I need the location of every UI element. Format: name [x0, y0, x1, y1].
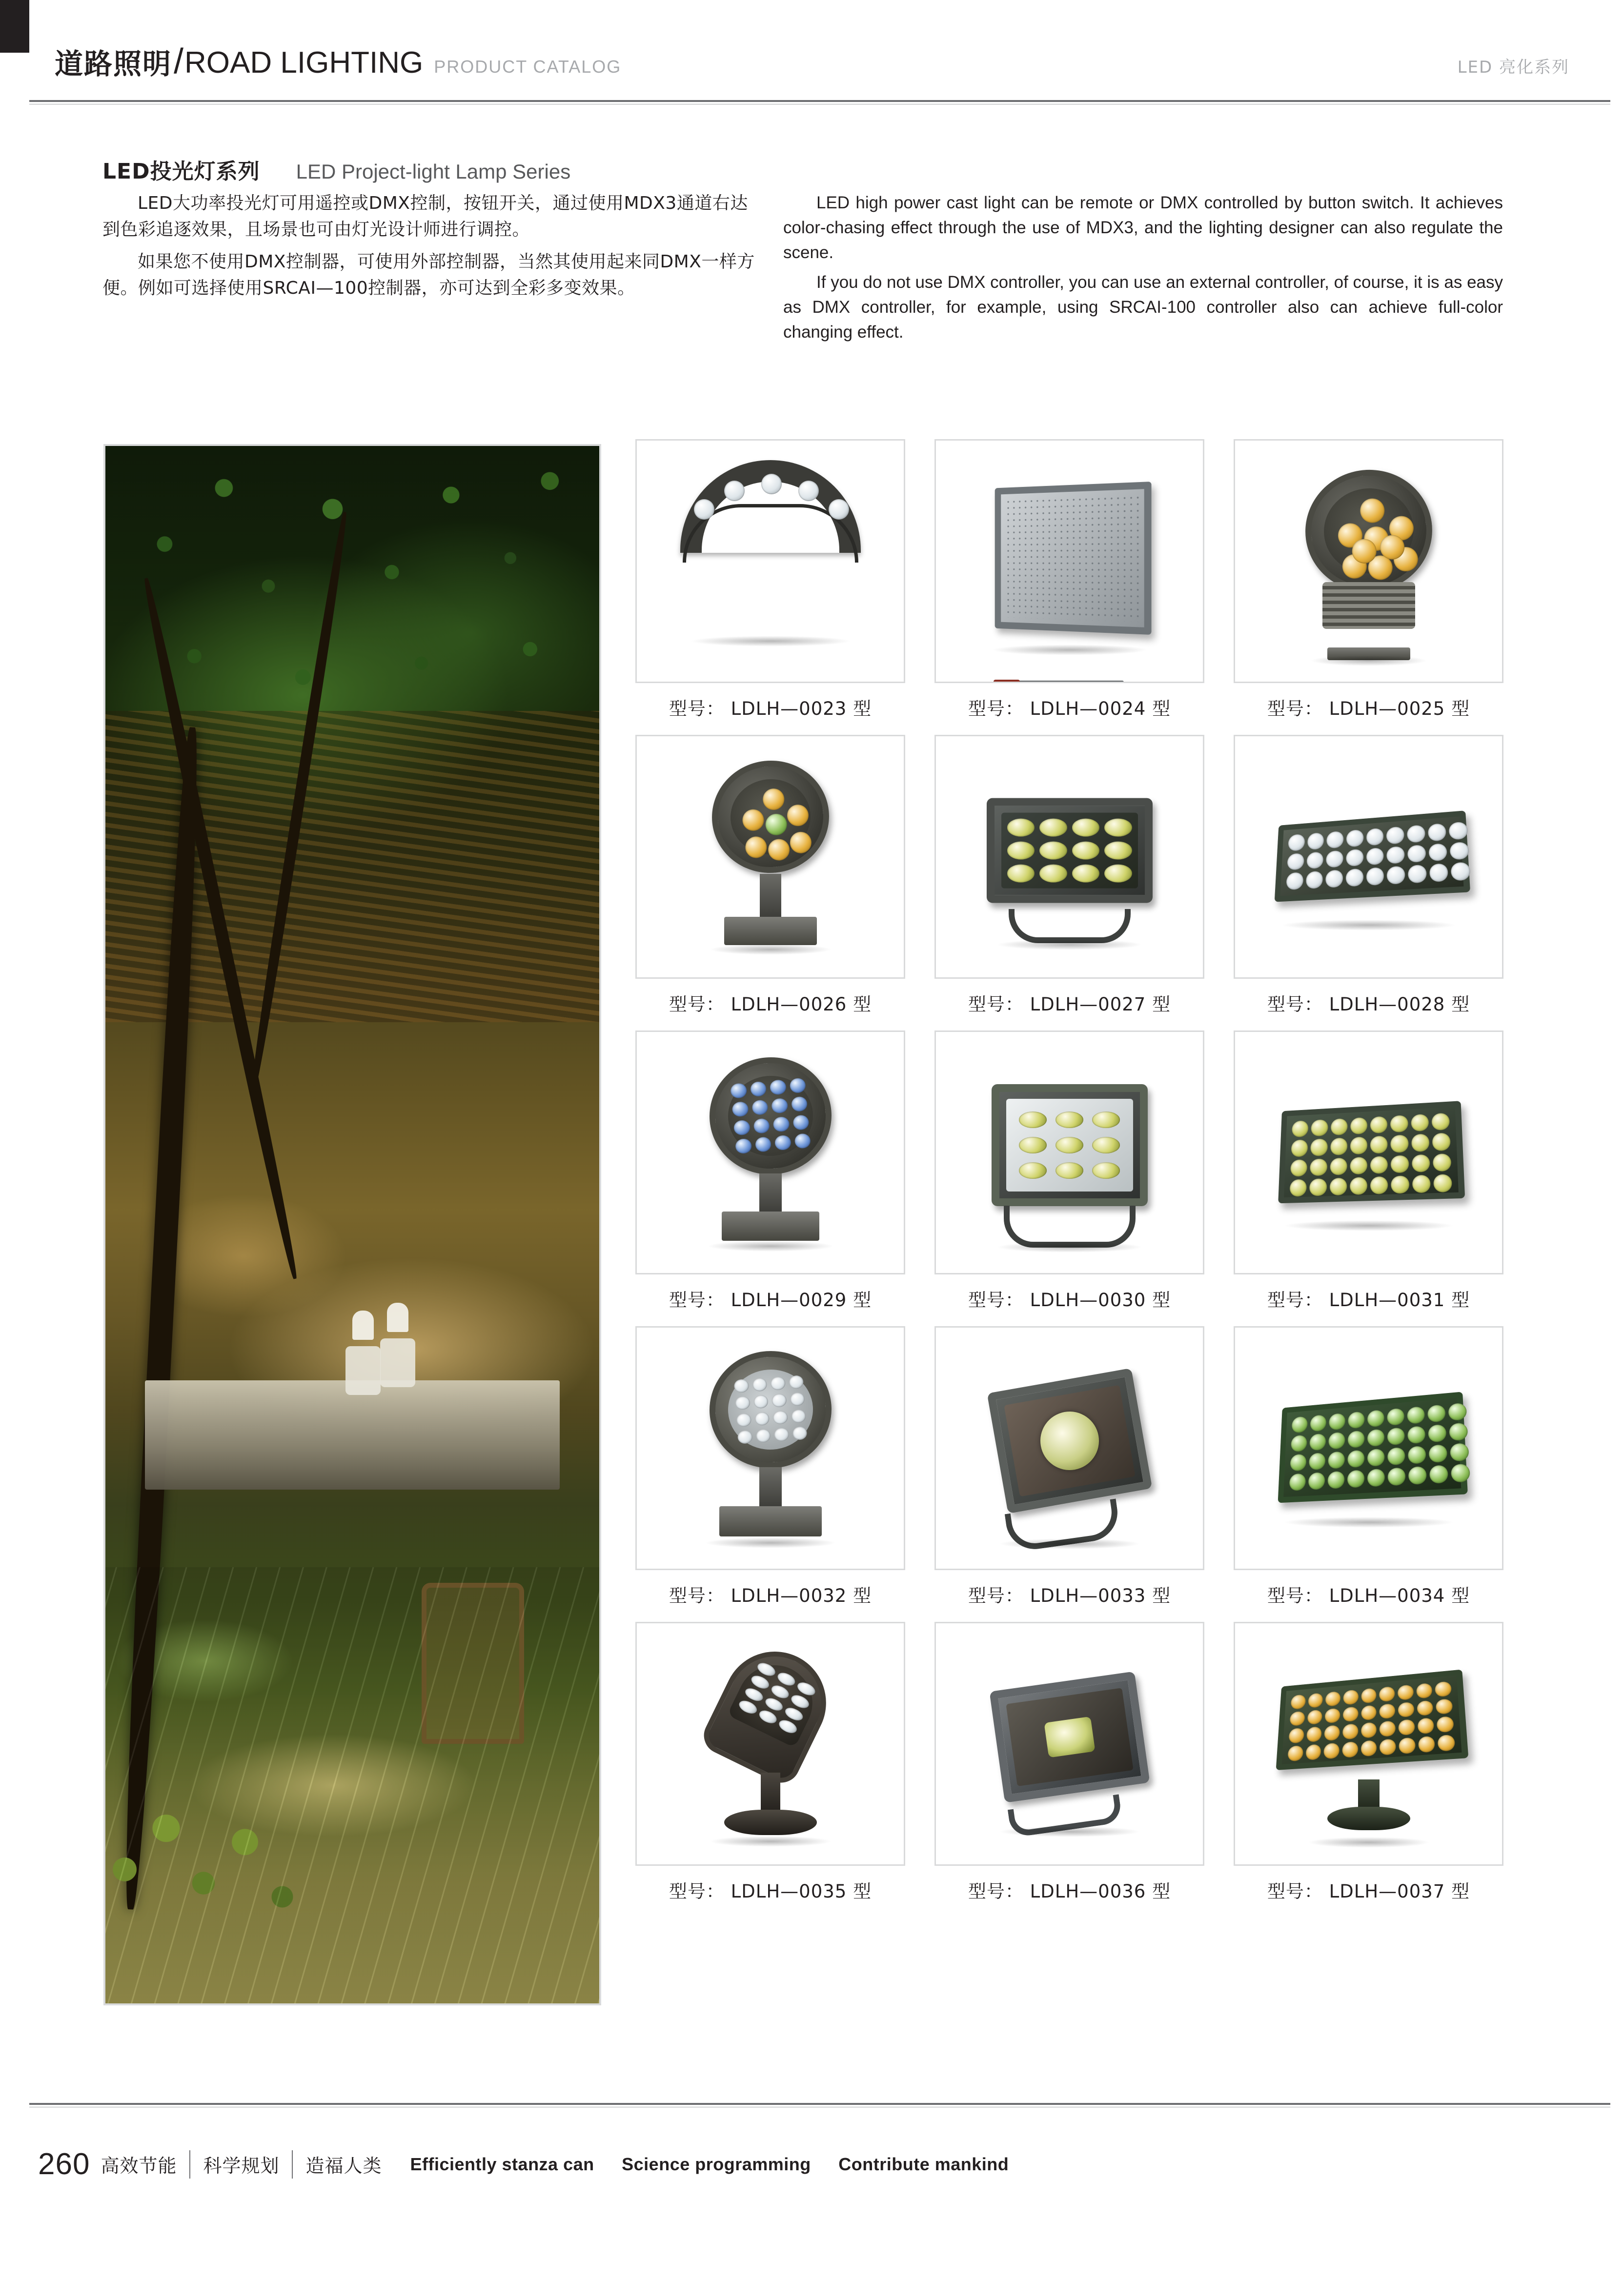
green-36led-wall-washer-icon	[1278, 1392, 1467, 1503]
bar-32led-wall-washer-icon	[1278, 1101, 1465, 1203]
product-model: LDLH—0036	[1030, 1881, 1146, 1902]
lamp-base	[1327, 1807, 1410, 1830]
photo-deck-floor	[105, 1567, 599, 2003]
product-shadow	[1283, 1220, 1454, 1231]
panel-led-matrix	[1005, 494, 1139, 622]
product-image-box[interactable]	[934, 1622, 1204, 1866]
product-caption-prefix: 型号：	[968, 1585, 1024, 1606]
lamp-face	[1318, 483, 1419, 579]
product-caption-prefix: 型号：	[669, 1881, 725, 1902]
product-image-box[interactable]	[934, 1326, 1204, 1570]
product-caption-suffix: 型	[1451, 994, 1470, 1015]
product-cell[interactable]	[621, 439, 920, 735]
product-cell[interactable]	[621, 1622, 920, 1918]
product-caption-suffix: 型	[853, 698, 872, 719]
product-model: LDLH—0025	[1329, 698, 1445, 719]
lamp-led-array	[1019, 1111, 1120, 1179]
product-caption	[920, 979, 1219, 1030]
product-image-box[interactable]	[1234, 439, 1503, 683]
lamp-stem	[761, 1773, 780, 1815]
lamp-base	[724, 1810, 817, 1835]
product-caption-prefix: 型号：	[1267, 1290, 1323, 1311]
page-header	[0, 0, 1624, 105]
product-caption-suffix: 型	[1152, 698, 1171, 719]
product-model: LDLH—0037	[1329, 1881, 1445, 1902]
product-model: LDLH—0026	[731, 994, 847, 1015]
scene-photo-frame	[103, 444, 601, 2005]
flat-panel-flood-lamp-icon	[995, 482, 1151, 635]
product-caption-prefix: 型号：	[1267, 698, 1323, 719]
product-shadow	[705, 1537, 836, 1548]
product-cell[interactable]	[621, 1030, 920, 1326]
product-image-box[interactable]	[635, 439, 905, 683]
slim-cob-flood-lamp-icon	[989, 1671, 1150, 1803]
product-model: LDLH—0030	[1030, 1290, 1146, 1311]
product-shadow	[996, 1242, 1143, 1252]
product-cell[interactable]	[920, 735, 1219, 1030]
product-caption-prefix: 型号：	[669, 994, 725, 1015]
section-title-cn: LED投光灯系列	[102, 159, 260, 184]
lamp-stem	[759, 1173, 782, 1215]
product-shadow	[1283, 1517, 1454, 1528]
lamp-face	[725, 1367, 815, 1453]
lamp-yoke-bracket	[1009, 909, 1131, 943]
product-shadow	[707, 1241, 834, 1252]
intro-en-paragraph-1: LED high power cast light can be remote or DMX controlled by button switch. It achieves color-chasing effect through the use of MDX3, and the lighting designer can also regulate the scene.	[783, 193, 1503, 263]
product-caption	[1219, 1866, 1518, 1918]
product-model: LDLH—0031	[1329, 1290, 1445, 1311]
ground-spike-spot-lamp-icon	[697, 1635, 843, 1789]
photo-buffet-counter	[145, 1380, 560, 1489]
product-caption-suffix: 型	[1152, 1881, 1171, 1902]
product-caption	[920, 1274, 1219, 1326]
product-shadow	[999, 1538, 1140, 1549]
product-cell[interactable]	[1219, 1030, 1518, 1326]
single-lens-flood-lamp-icon	[987, 1368, 1152, 1514]
product-model: LDLH—0033	[1030, 1585, 1146, 1606]
product-shadow	[1281, 920, 1457, 930]
lamp-led-array	[1287, 1681, 1455, 1758]
product-image-box[interactable]	[635, 1030, 905, 1274]
footer-divider	[29, 2103, 1610, 2105]
product-image-box[interactable]	[635, 735, 905, 979]
intro-cn-paragraph-2: 如果您不使用DMX控制器，可使用外部控制器，当然其使用起来同DMX一样方便。例如可选择使用SRCAI—100控制器，亦可达到全彩多变效果。	[102, 252, 755, 298]
product-shadow	[996, 939, 1143, 950]
product-cell[interactable]	[1219, 1622, 1518, 1918]
lamp-cob-module	[1044, 1717, 1095, 1758]
arc-bar-lamp-leds	[690, 470, 851, 514]
lamp-led-array	[730, 1078, 811, 1154]
product-caption-suffix: 型	[853, 1881, 872, 1902]
product-caption-suffix: 型	[1152, 994, 1171, 1015]
brand-lockup	[55, 42, 622, 81]
header-divider	[29, 100, 1610, 102]
product-shadow	[992, 645, 1148, 655]
product-image-box[interactable]	[934, 735, 1204, 979]
brand-slash: /	[174, 42, 184, 81]
product-cell[interactable]	[1219, 439, 1518, 735]
linear-wall-washer-lamp-icon	[1274, 810, 1470, 902]
header-series-label: LED 亮化系列	[1457, 58, 1569, 77]
footer-slogan-en-2: Science programming	[622, 2154, 811, 2174]
product-caption	[920, 1570, 1219, 1622]
product-caption	[621, 683, 920, 735]
product-caption	[1219, 683, 1518, 735]
lamp-led-array	[1289, 1404, 1454, 1491]
intro-chinese-text	[102, 190, 756, 307]
round-blue-spot-lamp-icon	[705, 1052, 836, 1180]
lamp-led-cluster	[736, 785, 805, 849]
photo-chef-hat	[387, 1303, 408, 1332]
round-amber-spot-lamp-icon	[706, 755, 834, 879]
brand-subtitle: PRODUCT CATALOG	[434, 57, 622, 77]
lamp-face	[725, 1072, 816, 1160]
product-model: LDLH—0023	[731, 698, 847, 719]
lamp-led-array	[1286, 823, 1457, 890]
product-caption-prefix: 型号：	[1267, 1585, 1323, 1606]
product-caption	[621, 979, 920, 1030]
product-caption-prefix: 型号：	[669, 1290, 725, 1311]
product-row	[621, 1030, 1519, 1326]
product-image-box[interactable]	[1234, 1030, 1503, 1274]
product-caption-prefix: 型号：	[968, 1881, 1024, 1902]
product-shadow	[710, 1836, 832, 1847]
product-cell[interactable]	[920, 1030, 1219, 1326]
product-model: LDLH—0035	[731, 1881, 847, 1902]
product-image-box[interactable]	[934, 439, 1204, 683]
product-caption-suffix: 型	[1451, 1881, 1470, 1902]
product-model: LDLH—0024	[1030, 698, 1146, 719]
product-image-box[interactable]	[1234, 735, 1503, 979]
product-caption-suffix: 型	[1152, 1585, 1171, 1606]
product-shadow	[690, 636, 851, 646]
round-white-spot-lamp-icon	[705, 1347, 835, 1473]
product-cell[interactable]	[920, 1622, 1219, 1918]
footer-slogans-en	[410, 2154, 1032, 2175]
footer-slogan-en-1: Efficiently stanza can	[410, 2154, 594, 2174]
product-caption	[621, 1274, 920, 1326]
product-caption-suffix: 型	[1451, 698, 1470, 719]
product-caption	[621, 1570, 920, 1622]
product-caption-suffix: 型	[853, 1585, 872, 1606]
scene-photo	[105, 446, 599, 2003]
intro-cn-paragraph-1: LED大功率投光灯可用遥控或DMX控制，按钮开关，通过使用MDX3通道右达到色彩追逐效果，且场景也可由灯光设计师进行调控。	[102, 193, 748, 240]
product-cell[interactable]	[621, 735, 920, 1030]
square-9led-flood-lamp-icon	[992, 1084, 1148, 1206]
product-caption-prefix: 型号：	[1267, 1881, 1323, 1902]
product-model: LDLH—0032	[731, 1585, 847, 1606]
footer-slogan-cn-1: 高效节能	[101, 2155, 177, 2177]
product-model: LDLH—0029	[731, 1290, 847, 1311]
lamp-base	[724, 917, 817, 945]
product-caption	[920, 1866, 1219, 1918]
lamp-stem	[759, 1467, 782, 1510]
amber-36led-post-lamp-icon	[1276, 1669, 1468, 1770]
footer-separator	[292, 2150, 293, 2179]
footer-content	[38, 2147, 1031, 2181]
lamp-led-array	[733, 1375, 807, 1444]
product-caption-prefix: 型号：	[669, 1585, 725, 1606]
product-caption-suffix: 型	[1451, 1585, 1470, 1606]
product-row	[621, 1622, 1519, 1918]
lamp-base	[722, 1212, 819, 1241]
product-image-box[interactable]	[934, 1030, 1204, 1274]
product-cell[interactable]	[621, 1326, 920, 1622]
section-title	[102, 154, 570, 185]
product-shadow	[1310, 655, 1427, 666]
photo-chef-hat	[352, 1311, 374, 1340]
product-cell[interactable]	[1219, 735, 1518, 1030]
footer-slogan-en-3: Contribute mankind	[838, 2154, 1009, 2174]
round-9led-spot-lamp-icon	[1297, 462, 1440, 600]
product-row	[621, 735, 1519, 1030]
product-caption-suffix: 型	[853, 1290, 872, 1311]
product-shadow	[999, 1826, 1140, 1837]
product-row	[621, 1326, 1519, 1622]
lamp-led-array	[1289, 1113, 1452, 1191]
product-image-box[interactable]	[635, 1326, 905, 1570]
product-shadow	[1308, 1837, 1430, 1848]
panel-terminal-box	[994, 680, 1020, 683]
product-caption-prefix: 型号：	[968, 994, 1024, 1015]
product-caption	[1219, 1570, 1518, 1622]
lamp-led-array	[1007, 819, 1132, 883]
product-row	[621, 439, 1519, 735]
footer-separator	[189, 2150, 190, 2179]
footer-slogan-cn-2: 科学规划	[203, 2155, 280, 2177]
lamp-stem	[760, 874, 781, 921]
section-title-en: LED Project-light Lamp Series	[296, 160, 571, 183]
page-number: 260	[38, 2147, 90, 2181]
page-footer	[0, 2098, 1624, 2282]
product-cell[interactable]	[1219, 1326, 1518, 1622]
lamp-face	[727, 775, 814, 858]
product-caption-suffix: 型	[853, 994, 872, 1015]
intro-en-paragraph-2: If you do not use DMX controller, you can use an external controller, of course, it is as easy as DMX controller, for example, using SRCAI-100 controller also can achieve full-color changing effect.	[783, 273, 1503, 342]
product-caption	[621, 1866, 920, 1918]
product-model: LDLH—0028	[1329, 994, 1445, 1015]
photo-chef-figure	[380, 1338, 415, 1387]
lamp-heatsink-fins	[1322, 582, 1415, 629]
intro-english-text	[783, 190, 1503, 350]
brand-title-cn: 道路照明	[55, 47, 172, 81]
product-image-box[interactable]	[1234, 1326, 1503, 1570]
product-caption	[920, 683, 1219, 735]
product-caption	[1219, 979, 1518, 1030]
product-model: LDLH—0027	[1030, 994, 1146, 1015]
product-caption-prefix: 型号：	[1267, 994, 1323, 1015]
lamp-led-cluster	[1328, 492, 1409, 569]
product-caption-prefix: 型号：	[968, 698, 1024, 719]
lamp-base	[719, 1506, 822, 1536]
product-cell[interactable]	[920, 1326, 1219, 1622]
footer-slogan-cn-3: 造福人类	[305, 2155, 382, 2177]
product-caption-prefix: 型号：	[968, 1290, 1024, 1311]
product-caption-prefix: 型号：	[669, 698, 725, 719]
product-grid	[621, 439, 1519, 1918]
brand-title-en: ROAD LIGHTING	[184, 46, 424, 80]
product-image-box[interactable]	[635, 1622, 905, 1866]
product-shadow	[710, 944, 832, 955]
product-image-box[interactable]	[1234, 1622, 1503, 1866]
product-caption-suffix: 型	[1152, 1290, 1171, 1311]
product-cell[interactable]	[920, 439, 1219, 735]
product-caption	[1219, 1274, 1518, 1326]
photo-chef-figure	[345, 1346, 381, 1395]
rect-12led-flood-lamp-icon	[987, 798, 1153, 903]
product-caption-suffix: 型	[1451, 1290, 1470, 1311]
product-model: LDLH—0034	[1329, 1585, 1445, 1606]
